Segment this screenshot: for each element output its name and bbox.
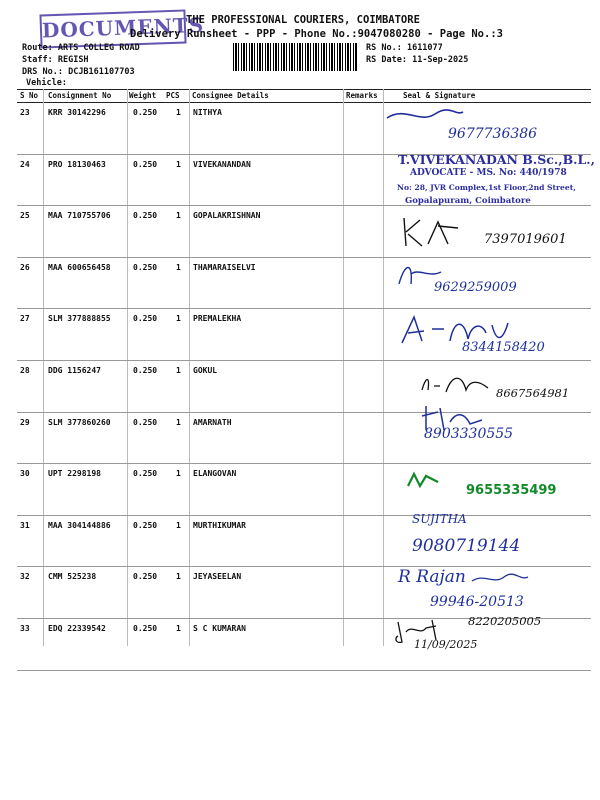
cell-weight: 0.250 [133, 623, 158, 633]
advocate-stamp-line-2: ADVOCATE - MS. No: 440/1978 [410, 168, 567, 178]
cell-weight: 0.250 [133, 159, 158, 169]
signature-phone-29: 8903330555 [424, 426, 514, 442]
signature-scribble [385, 104, 465, 126]
rs-date-line [366, 55, 468, 65]
cell-pcs: 1 [176, 211, 181, 221]
cell-sno: 31 [20, 520, 30, 530]
cell-weight: 0.250 [133, 314, 158, 324]
rs-no-label: RS No.: [366, 43, 402, 53]
cell-consignment: UPT 2298198 [48, 469, 101, 479]
drs-label: DRS No.: [22, 67, 63, 77]
staff-label: Staff: [22, 55, 53, 65]
cell-weight: 0.250 [133, 520, 158, 530]
rs-date-value: 11-Sep-2025 [412, 55, 469, 65]
cell-pcs: 1 [176, 314, 181, 324]
table-header [17, 89, 591, 103]
signature-scribble [398, 214, 468, 250]
cell-consignee: GOKUL [193, 365, 218, 375]
cell-pcs: 1 [176, 469, 181, 479]
cell-consignee: NITHYA [193, 108, 222, 117]
barcode [233, 43, 357, 71]
cell-consignment: SLM 377888855 [48, 314, 111, 324]
cell-pcs: 1 [176, 623, 181, 633]
col-consignment: Consignment No [48, 91, 112, 100]
rs-no-value: 1611077 [406, 43, 443, 53]
cell-consignee: PREMALEKHA [193, 314, 242, 324]
cell-consignee: JEYASEELAN [193, 572, 242, 582]
cell-consignee: AMARNATH [193, 417, 232, 427]
signature-phone-28: 8667564981 [496, 386, 570, 400]
route-label: Route: [22, 43, 53, 53]
cell-consignee: GOPALAKRISHNAN [193, 211, 261, 221]
signature-name-31: SUJITHA [412, 512, 467, 526]
signature-date-33: 11/09/2025 [414, 638, 478, 651]
company-title: THE PROFESSIONAL COURIERS, COIMBATORE [186, 14, 420, 26]
cell-pcs: 1 [176, 572, 181, 582]
cell-sno: 32 [20, 572, 30, 582]
col-consignee: Consignee Details [192, 91, 269, 100]
cell-pcs: 1 [176, 520, 181, 530]
cell-pcs: 1 [176, 108, 181, 117]
signature-phone-33: 8220205005 [468, 614, 542, 628]
signature-phone-32: 99946-20513 [430, 594, 524, 610]
documents-stamp: DOCUMENTS [39, 9, 186, 48]
staff-value: REGISH [57, 55, 89, 65]
cell-sno: 29 [20, 417, 30, 427]
col-pcs: PCS [166, 91, 180, 100]
cell-sno: 23 [20, 108, 30, 117]
route-value: ARTS COLLEG ROAD [57, 43, 140, 53]
cell-consignment: EDQ 22339542 [48, 623, 106, 633]
cell-sno: 33 [20, 623, 30, 633]
signature-scribble [404, 470, 444, 490]
signature-phone-23: 9677736386 [448, 126, 538, 142]
rs-date-label: RS Date: [366, 55, 407, 65]
cell-weight: 0.250 [133, 417, 158, 427]
cell-consignment: MAA 304144886 [48, 520, 111, 530]
cell-consignee: VIVEKANANDAN [193, 159, 251, 169]
staff-line [22, 55, 89, 65]
signature-phone-30: 9655335499 [466, 483, 557, 498]
cell-consignment: MAA 600656458 [48, 262, 111, 272]
cell-consignment: CMM 525238 [48, 572, 97, 582]
col-sno: S No [20, 91, 39, 100]
drs-line [22, 67, 135, 77]
signature-scribble [470, 571, 530, 587]
col-weight: Weight [129, 91, 157, 100]
signature-phone-26: 9629259009 [434, 280, 517, 295]
signature-phone-31: 9080719144 [412, 536, 521, 556]
vehicle-line [26, 78, 67, 88]
cell-weight: 0.250 [133, 262, 158, 272]
advocate-stamp-line-4: Gopalapuram, Coimbatore [405, 196, 531, 206]
route-line [22, 43, 140, 53]
cell-sno: 28 [20, 365, 30, 375]
col-seal-signature: Seal & Signature [403, 91, 476, 100]
cell-weight: 0.250 [133, 365, 158, 375]
cell-consignee: S C KUMARAN [193, 623, 246, 633]
cell-pcs: 1 [176, 159, 181, 169]
cell-consignment: DDG 1156247 [48, 365, 101, 375]
cell-consignee: MURTHIKUMAR [193, 520, 246, 530]
cell-pcs: 1 [176, 262, 181, 272]
cell-consignment: SLM 377860260 [48, 417, 111, 427]
cell-weight: 0.250 [133, 108, 158, 117]
cell-sno: 30 [20, 469, 30, 479]
vehicle-label: Vehicle: [26, 78, 67, 88]
signature-phone-25: 7397019601 [484, 232, 567, 247]
rs-no-line [366, 43, 443, 53]
cell-consignment: KRR 30142296 [48, 108, 106, 117]
cell-weight: 0.250 [133, 572, 158, 582]
cell-pcs: 1 [176, 365, 181, 375]
drs-value: DCJB161107703 [68, 67, 135, 77]
advocate-stamp-line-1: T.VIVEKANADAN B.Sc.,B.L., [398, 152, 595, 167]
col-remarks: Remarks [346, 91, 378, 100]
signature-scribble [418, 370, 498, 396]
cell-pcs: 1 [176, 417, 181, 427]
advocate-stamp-line-3: No: 28, JVR Complex,1st Floor,2nd Street, [397, 183, 576, 192]
cell-consignee: ELANGOVAN [193, 469, 237, 479]
cell-sno: 25 [20, 211, 30, 221]
signature-name-32: R Rajan [398, 567, 466, 587]
cell-consignee: THAMARAISELVI [193, 262, 256, 272]
cell-weight: 0.250 [133, 469, 158, 479]
cell-sno: 26 [20, 262, 30, 272]
cell-sno: 27 [20, 314, 30, 324]
cell-weight: 0.250 [133, 211, 158, 221]
cell-consignment: PRO 18130463 [48, 159, 106, 169]
runsheet-subtitle: Delivery Runsheet - PPP - Phone No.:9047080280 - Page No.:3 [130, 28, 503, 40]
cell-sno: 24 [20, 159, 30, 169]
signature-phone-27: 8344158420 [462, 340, 545, 355]
cell-consignment: MAA 710755706 [48, 211, 111, 221]
